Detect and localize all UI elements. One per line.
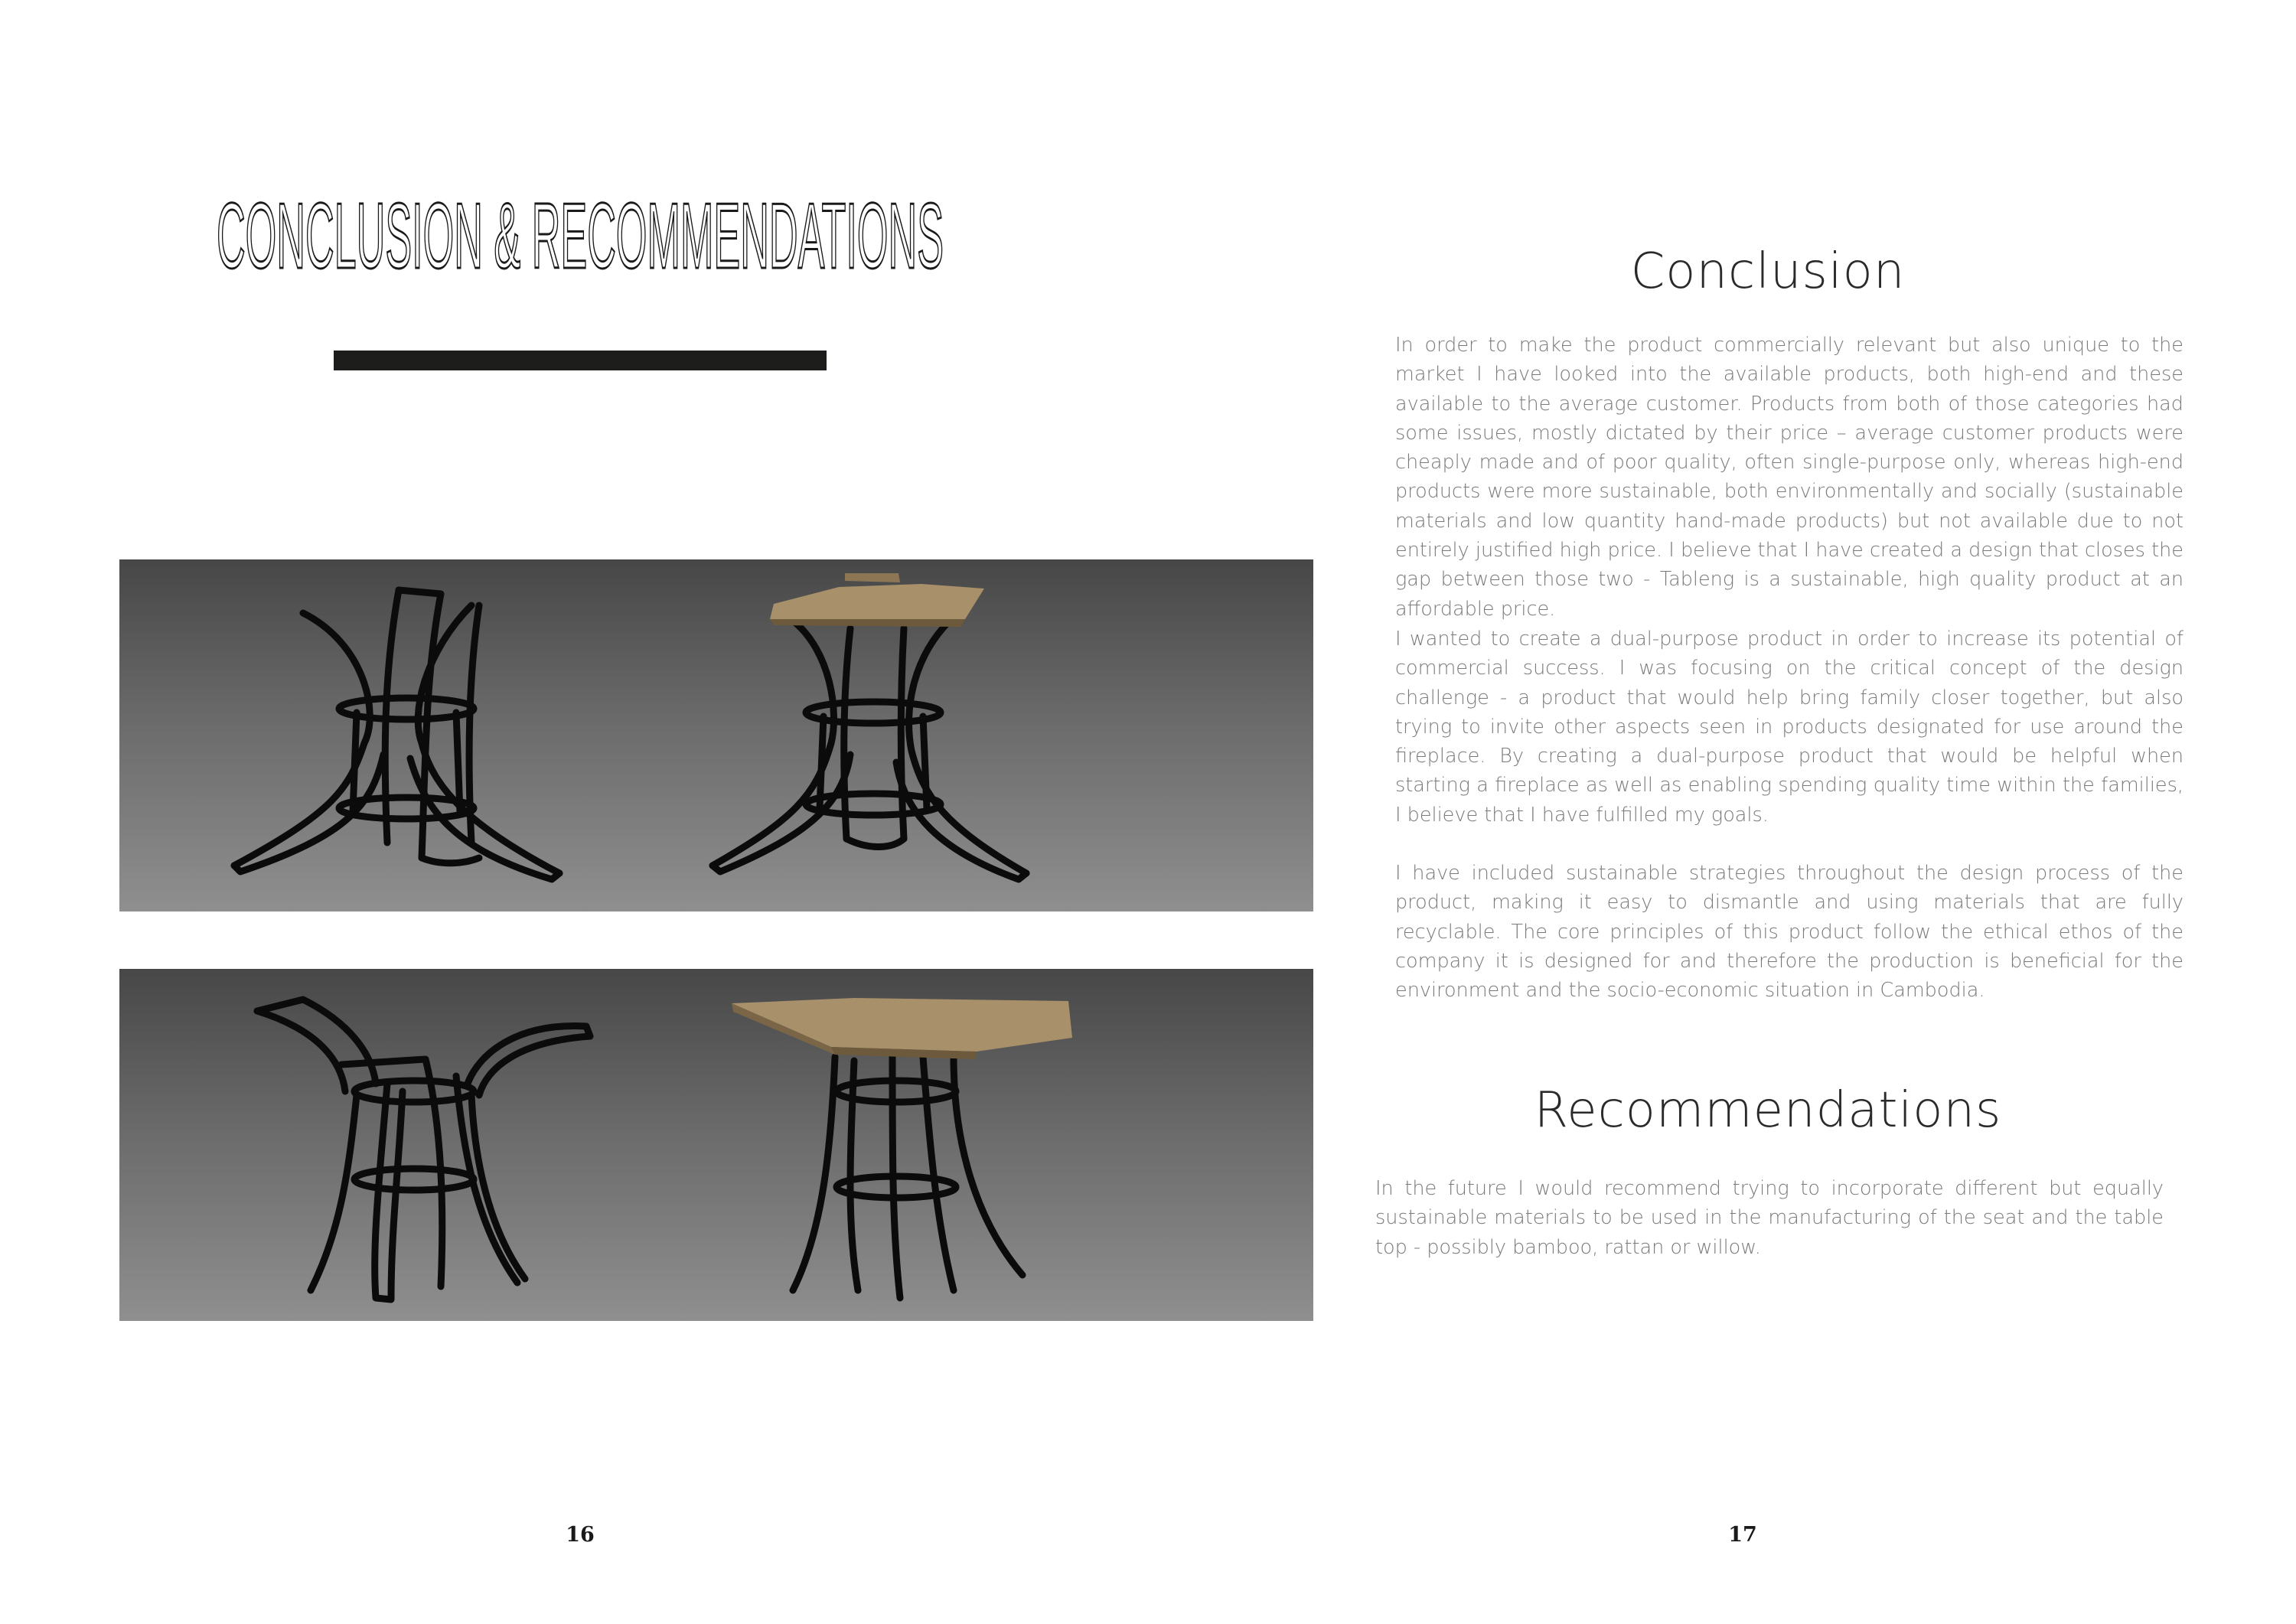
render-panel-assembled bbox=[119, 969, 1313, 1321]
table-frame-render bbox=[257, 1000, 590, 1300]
recommendations-title: Recommendations bbox=[1534, 1082, 2002, 1139]
conclusion-title: Conclusion bbox=[1630, 243, 1906, 300]
heading-underline-bar bbox=[334, 351, 827, 370]
stool-with-seat-render bbox=[713, 621, 1026, 879]
recommendations-paragraph: In the future I would recommend trying to incorporate different but equally sustainable materials to be used in the manufacturing of the seat and the table top - possibly bamboo, rattan or willow. bbox=[1375, 1177, 2164, 1259]
page-number-left: 16 bbox=[566, 1523, 595, 1547]
main-heading-text: CONCLUSION & RECOMMENDATIONS bbox=[217, 194, 944, 279]
rattan-table-top bbox=[732, 998, 1072, 1059]
rattan-seat bbox=[770, 573, 984, 627]
conclusion-paragraph-1: In order to make the product commercially relevant but also unique to the market I have looked into the available products, both high-end and these available to the average customer. Products from both of those categories had some issues, mostly dictated by their price – average customer products were cheaply made and of poor quality, often single-purpose only, whereas high-end products were more sustainable, both environmentally and socially (sustainable materials and low quantity hand-made products) but not available due to not entirely justified high price. I believe that I have created a design that closes the gap between those two - Tableng is a sustainable, high quality product at an affordable price. bbox=[1395, 334, 2183, 621]
main-heading bbox=[217, 194, 951, 279]
table-with-top-render bbox=[793, 1057, 1022, 1298]
conclusion-paragraph-3: I have included sustainable strategies throughout the design process of the product, making it easy to dismantle and using materials that are fully recyclable. The core principles of this product follow the ethical ethos of the company it is designed for and therefore the production is beneficial for the environment and the socio-economic situation in Cambodia. bbox=[1395, 862, 2183, 1003]
stool-frame-render bbox=[234, 590, 559, 879]
page-number-right: 17 bbox=[1728, 1523, 1757, 1547]
render-panel-frames bbox=[119, 559, 1313, 911]
conclusion-paragraph-2: I wanted to create a dual-purpose product in order to increase its potential of commercial success. I was focusing on the critical concept of the design challenge - a product that would help bring family closer together, but also trying to invite other aspects seen in products designated for use around the fireplace. By creating a dual-purpose product that would be helpful when starting a fireplace as well as enabling spending quality time within the families, I believe that I have fulfilled my goals. bbox=[1395, 628, 2183, 827]
